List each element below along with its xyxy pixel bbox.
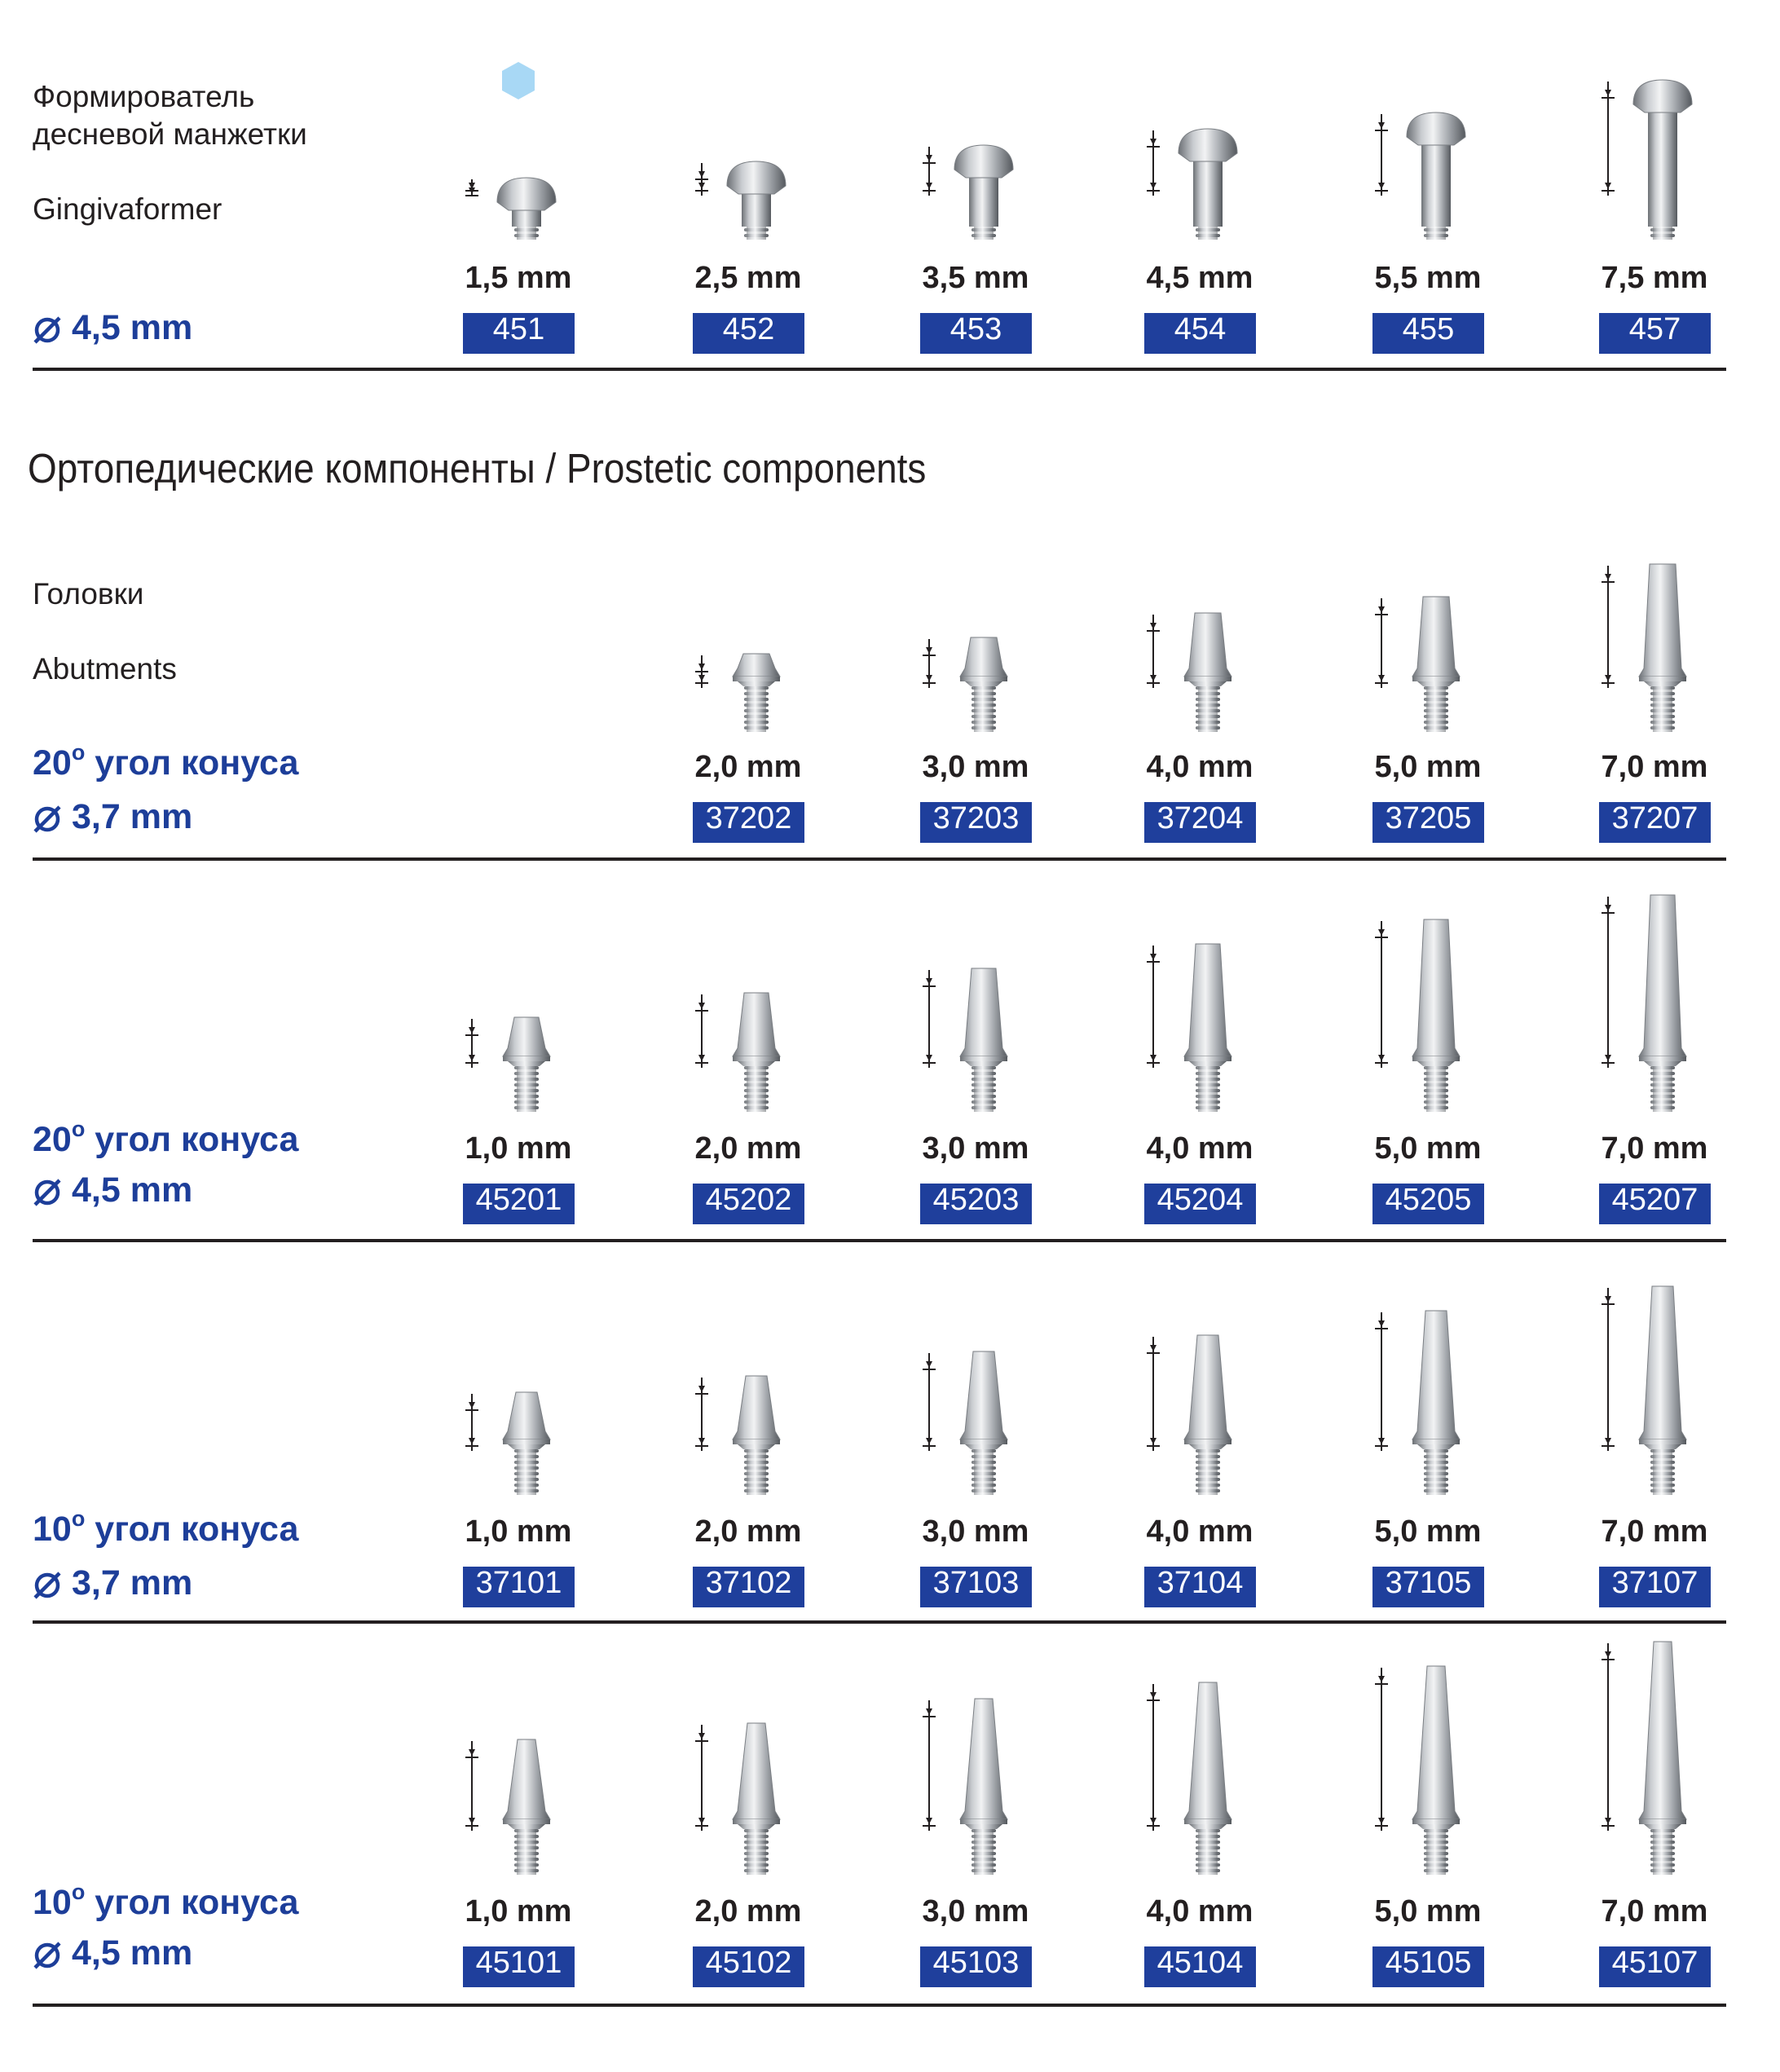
gingivaformer-label-ru-2: десневой манжетки xyxy=(33,117,307,151)
size-label: 3,5 mm xyxy=(922,261,1029,295)
group-2-angle: 20$^o$ угол конуса xyxy=(33,1117,299,1159)
size-label: 2,0 mm xyxy=(694,1514,802,1549)
product-code-badge: 37105 xyxy=(1372,1567,1484,1607)
size-label: 5,0 mm xyxy=(1374,1894,1482,1929)
abutment-illustration xyxy=(1593,1285,1716,1497)
diameter-icon xyxy=(33,315,62,344)
product-code-badge: 37205 xyxy=(1372,802,1484,843)
size-label: 5,0 mm xyxy=(1374,1131,1482,1166)
product-code-badge: 45101 xyxy=(463,1946,575,1987)
product-code-badge: 45207 xyxy=(1599,1184,1711,1224)
size-label: 2,0 mm xyxy=(694,1894,802,1929)
group-3-diameter: 3,7 mm xyxy=(33,1563,192,1603)
size-label: 3,0 mm xyxy=(922,1131,1029,1166)
abutment-illustration xyxy=(1139,942,1261,1113)
divider xyxy=(33,857,1726,861)
product-code-badge: 37202 xyxy=(693,802,804,843)
size-label: 7,0 mm xyxy=(1601,1514,1708,1549)
abutment-illustration xyxy=(1593,1640,1716,1876)
gingivaformer-illustration xyxy=(1593,78,1716,241)
product-code-badge: 453 xyxy=(920,313,1032,354)
size-label: 7,0 mm xyxy=(1601,750,1708,784)
size-label: 4,0 mm xyxy=(1146,1514,1253,1549)
product-code-badge: 37107 xyxy=(1599,1567,1711,1607)
divider xyxy=(33,1239,1726,1242)
diameter-icon xyxy=(33,1940,62,1969)
gingivaformer-diameter xyxy=(33,308,192,348)
size-label: 3,0 mm xyxy=(922,1514,1029,1549)
group-4-angle: 10$^o$ угол конуса xyxy=(33,1880,299,1922)
product-code-badge: 45104 xyxy=(1144,1946,1256,1987)
gingivaformer-label-ru-1: Формирователь xyxy=(33,80,255,113)
abutment-illustration xyxy=(687,1374,809,1497)
size-label: 3,0 mm xyxy=(922,1894,1029,1929)
product-code-badge: 37203 xyxy=(920,802,1032,843)
product-code-badge: 45203 xyxy=(920,1184,1032,1224)
abutment-illustration xyxy=(1593,893,1716,1113)
product-code-badge: 45107 xyxy=(1599,1946,1711,1987)
size-label: 3,0 mm xyxy=(922,750,1029,784)
product-code-badge: 37102 xyxy=(693,1567,804,1607)
product-code-badge: 37101 xyxy=(463,1567,575,1607)
size-label: 4,0 mm xyxy=(1146,1131,1253,1166)
product-code-badge: 37204 xyxy=(1144,802,1256,843)
product-code-badge: 37104 xyxy=(1144,1567,1256,1607)
size-label: 4,0 mm xyxy=(1146,1894,1253,1929)
diameter-icon xyxy=(33,1177,62,1206)
size-label: 5,5 mm xyxy=(1374,261,1482,295)
size-label: 7,0 mm xyxy=(1601,1894,1708,1929)
diameter-icon xyxy=(33,1570,62,1599)
product-code-badge: 457 xyxy=(1599,313,1711,354)
product-code-badge: 455 xyxy=(1372,313,1484,354)
abutment-illustration xyxy=(914,1350,1037,1497)
abutments-label-ru: Головки xyxy=(33,577,144,611)
gingivaformer-illustration xyxy=(687,160,809,241)
product-code-badge: 45205 xyxy=(1372,1184,1484,1224)
group-4-diameter: 4,5 mm xyxy=(33,1933,192,1973)
size-label: 2,0 mm xyxy=(694,750,802,784)
size-label: 1,0 mm xyxy=(465,1514,572,1549)
product-code-badge: 451 xyxy=(463,313,575,354)
abutment-illustration xyxy=(457,1391,579,1497)
abutment-illustration xyxy=(1367,1309,1489,1497)
product-code-badge: 37207 xyxy=(1599,802,1711,843)
abutment-illustration xyxy=(914,967,1037,1113)
size-label: 2,0 mm xyxy=(694,1131,802,1166)
product-code-badge: 454 xyxy=(1144,313,1256,354)
product-code-badge: 45105 xyxy=(1372,1946,1484,1987)
size-label: 1,0 mm xyxy=(465,1131,572,1166)
abutment-illustration xyxy=(457,1738,579,1876)
size-label: 1,0 mm xyxy=(465,1894,572,1929)
abutment-illustration xyxy=(1367,1664,1489,1876)
group-3-angle: 10$^o$ угол конуса xyxy=(33,1506,299,1549)
abutment-illustration xyxy=(1139,611,1261,734)
abutment-illustration xyxy=(457,1016,579,1113)
size-label: 7,5 mm xyxy=(1601,261,1708,295)
abutment-illustration xyxy=(1593,562,1716,734)
abutment-illustration xyxy=(687,652,809,734)
product-code-badge: 45102 xyxy=(693,1946,804,1987)
abutments-label-en: Abutments xyxy=(33,652,177,686)
group-2-diameter: 4,5 mm xyxy=(33,1170,192,1210)
hex-icon xyxy=(498,60,539,101)
size-label: 7,0 mm xyxy=(1601,1131,1708,1166)
group-1-angle: 20$^o$ угол конуса xyxy=(33,740,299,783)
abutment-illustration xyxy=(1367,595,1489,734)
size-label: 2,5 mm xyxy=(694,261,802,295)
divider xyxy=(33,2004,1726,2007)
gingivaformer-label-en: Gingivaformer xyxy=(33,192,222,226)
gingivaformer-illustration xyxy=(914,143,1037,241)
abutment-illustration xyxy=(914,636,1037,734)
abutment-illustration xyxy=(1139,1681,1261,1876)
product-code-badge: 45204 xyxy=(1144,1184,1256,1224)
abutment-illustration xyxy=(914,1697,1037,1876)
size-label: 1,5 mm xyxy=(465,261,572,295)
group-1-diameter: 3,7 mm xyxy=(33,797,192,837)
gingivaformer-illustration xyxy=(1139,127,1261,241)
prosthetic-heading: Ортопедические компоненты / Prostetic components xyxy=(28,445,927,492)
size-label: 4,5 mm xyxy=(1146,261,1253,295)
product-code-badge: 45201 xyxy=(463,1184,575,1224)
product-code-badge: 45202 xyxy=(693,1184,804,1224)
size-label: 5,0 mm xyxy=(1374,1514,1482,1549)
gingivaformer-diameter-value: 4,5 mm xyxy=(72,308,193,347)
divider xyxy=(33,368,1726,371)
product-code-badge: 37103 xyxy=(920,1567,1032,1607)
abutment-illustration xyxy=(1139,1334,1261,1497)
abutment-illustration xyxy=(687,991,809,1113)
size-label: 5,0 mm xyxy=(1374,750,1482,784)
abutment-illustration xyxy=(1367,918,1489,1113)
diameter-icon xyxy=(33,804,62,833)
product-code-badge: 45103 xyxy=(920,1946,1032,1987)
gingivaformer-illustration xyxy=(1367,111,1489,241)
abutment-illustration xyxy=(687,1722,809,1876)
product-code-badge: 452 xyxy=(693,313,804,354)
divider xyxy=(33,1620,1726,1624)
size-label: 4,0 mm xyxy=(1146,750,1253,784)
gingivaformer-illustration xyxy=(457,176,579,241)
